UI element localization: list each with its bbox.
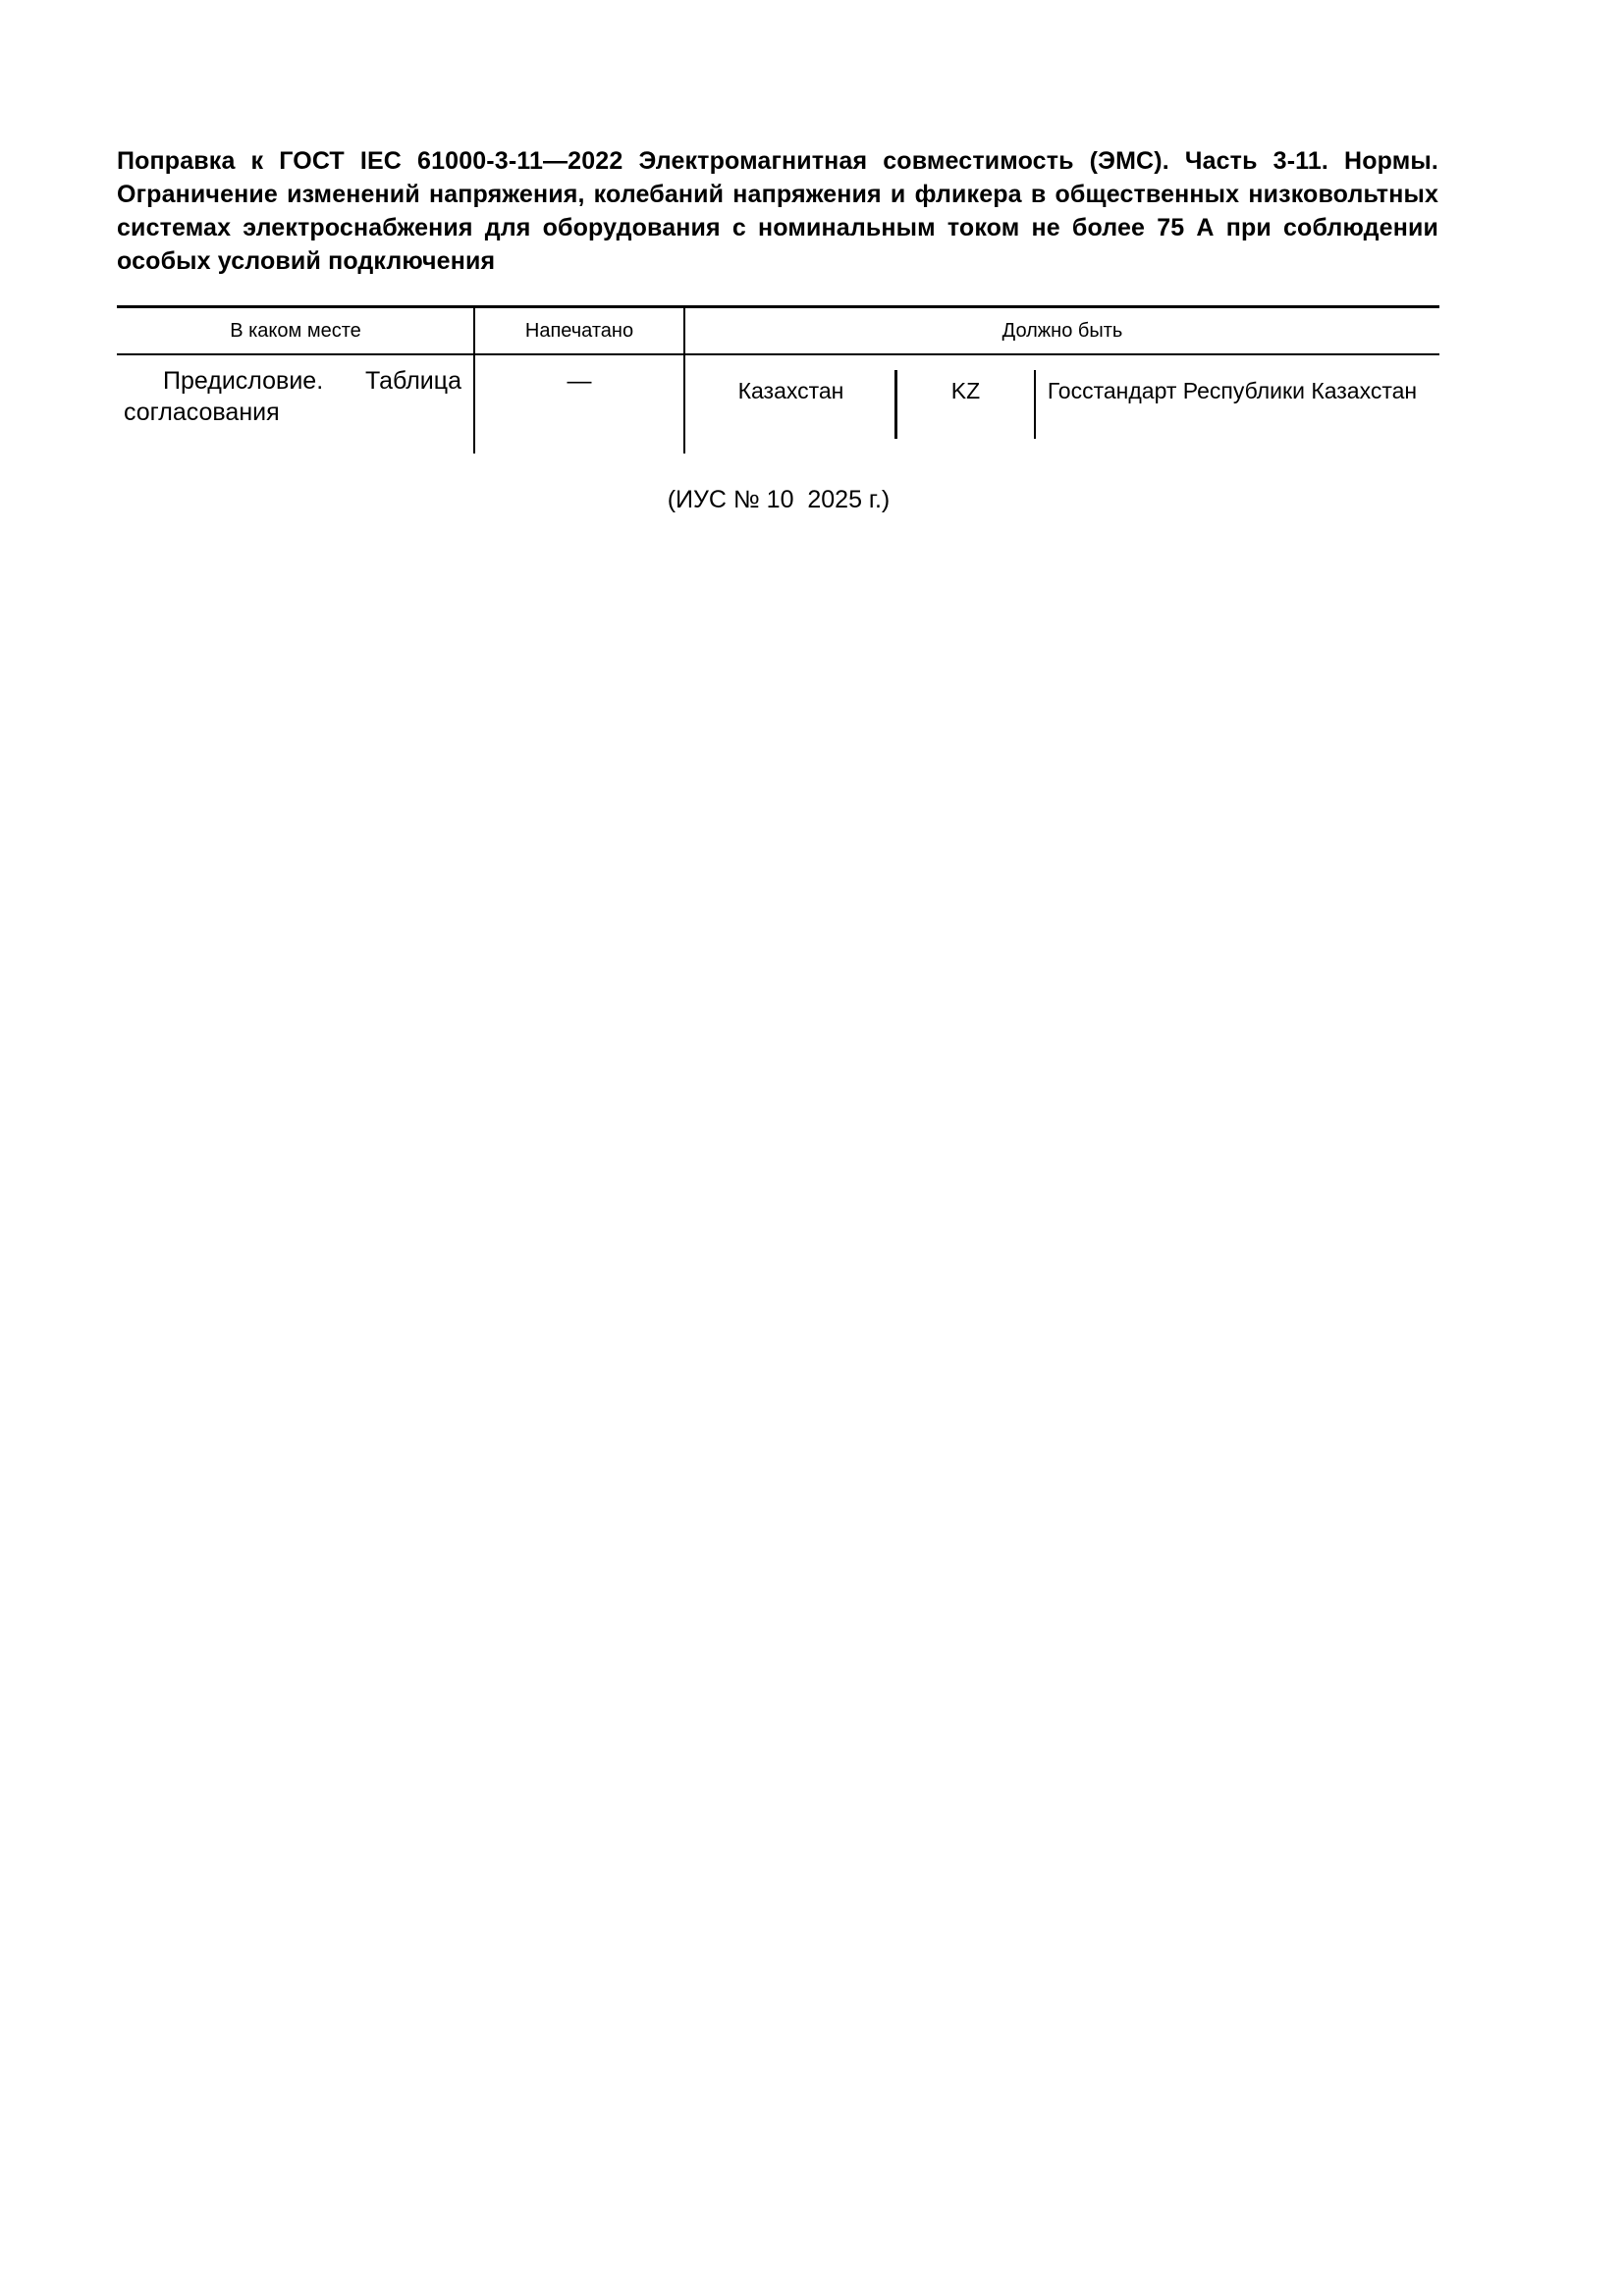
header-should-be: Должно быть [1001, 320, 1123, 342]
table-header-rule [117, 353, 1439, 355]
table-top-rule [117, 305, 1439, 308]
amendment-title: Поправка к ГОСТ IEC 61000-3-11—2022 Электромагнитная совместимость (ЭМС). Часть 3-11. Нормы. Ограничение изменений напряжения, колебаний напряжения и фликера в общественных низковольтных системах электроснабжения для оборудования с номинальным током не более 75 А при соблюдении особых условий подключения [117, 147, 1438, 275]
cell-where: Предисловие. Таблица согласования [124, 367, 461, 426]
cell-printed: — [567, 367, 592, 395]
cell-country-code: KZ [950, 378, 981, 403]
issue-reference: (ИУС № 10 2025 г.) [667, 486, 891, 513]
cell-country: Казахстан [737, 378, 844, 403]
header-printed: Напечатано [524, 320, 634, 342]
header-where: В каком месте [230, 320, 361, 342]
cell-agency: Госстандарт Республики Казахстан [1047, 378, 1418, 403]
